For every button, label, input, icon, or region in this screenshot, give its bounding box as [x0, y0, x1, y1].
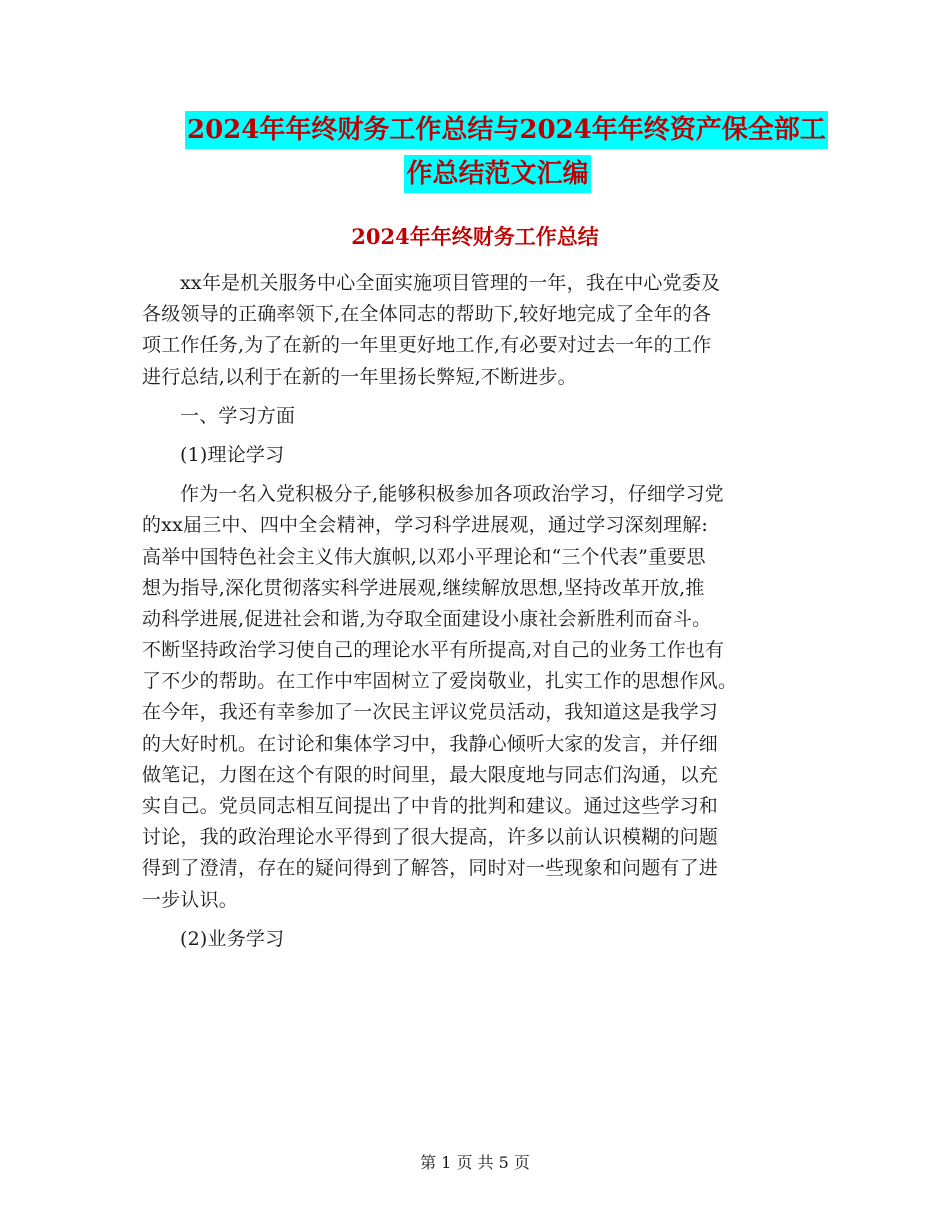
spacer — [142, 471, 810, 479]
paragraph-2-line-3: 高举中国特色社会主义伟大旗帜,以邓小平理论和“三个代表”重要思 — [142, 545, 706, 568]
paragraph-2-line-5: 动科学进展,促进社会和谐,为夺取全面建设小康社会新胜利而奋斗。 — [142, 607, 712, 630]
page-number-footer: 第 1 页 共 5 页 — [420, 1153, 530, 1172]
paragraph-2-line-4: 想为指导,深化贯彻落实科学进展观,继续解放思想,坚持改革开放,推 — [142, 576, 705, 599]
document-title — [185, 111, 826, 193]
document-body — [142, 268, 810, 955]
spacer — [142, 432, 810, 440]
title-line-2: 作总结范文汇编 — [404, 155, 590, 193]
spacer — [142, 916, 810, 924]
title-line-1: 2024年年终财务工作总结与2024年年终资产保全部工 — [185, 111, 828, 149]
paragraph-1-line-4: 进行总结,以利于在新的一年里扬长弊短,不断进步。 — [142, 365, 577, 388]
paragraph-1-line-1: xx年是机关服务中心全面实施项目管理的一年，我在中心党委及 — [180, 272, 721, 294]
paragraph-2-line-9: 的大好时机。在讨论和集体学习中，我静心倾听大家的发言，并仔细 — [142, 732, 719, 755]
paragraph-2-line-14: 一步认识。 — [142, 888, 239, 911]
subheading-business: (2)业务学习 — [180, 927, 285, 950]
paragraph-2-line-7: 了不少的帮助。在工作中牢固树立了爱岗敬业，扎实工作的思想作风。 — [142, 670, 738, 693]
heading-study: 一、学习方面 — [180, 404, 296, 427]
subheading-theory: (1)理论学习 — [180, 443, 285, 466]
paragraph-2-line-6: 不断坚持政治学习使自己的理论水平有所提高,对自己的业务工作也有 — [142, 639, 725, 662]
paragraph-2-line-8: 在今年，我还有幸参加了一次民主评议党员活动，我知道这是我学习 — [142, 701, 719, 724]
spacer — [142, 393, 810, 401]
paragraph-2-line-10: 做笔记，力图在这个有限的时间里，最大限度地与同志们沟通，以充 — [142, 763, 719, 786]
section-title: 2024年年终财务工作总结 — [351, 224, 599, 249]
paragraph-1-line-3: 项工作任务,为了在新的一年里更好地工作,有必要对过去一年的工作 — [142, 334, 712, 357]
paragraph-2-line-12: 讨论，我的政治理论水平得到了很大提高，许多以前认识模糊的问题 — [142, 826, 719, 849]
paragraph-2-line-1: 作为一名入党积极分子,能够积极参加各项政治学习，仔细学习党 — [180, 483, 724, 506]
paragraph-2-line-2: 的xx届三中、四中全会精神，学习科学进展观，通过学习深刻理解: — [142, 514, 709, 537]
paragraph-2-line-11: 实自己。党员同志相互间提出了中肯的批判和建议。通过这些学习和 — [142, 795, 719, 817]
paragraph-1-line-2: 各级领导的正确率领下,在全体同志的帮助下,较好地完成了全年的各 — [142, 303, 712, 326]
paragraph-2-line-13: 得到了澄清，存在的疑问得到了解答，同时对一些现象和问题有了进 — [142, 857, 719, 880]
